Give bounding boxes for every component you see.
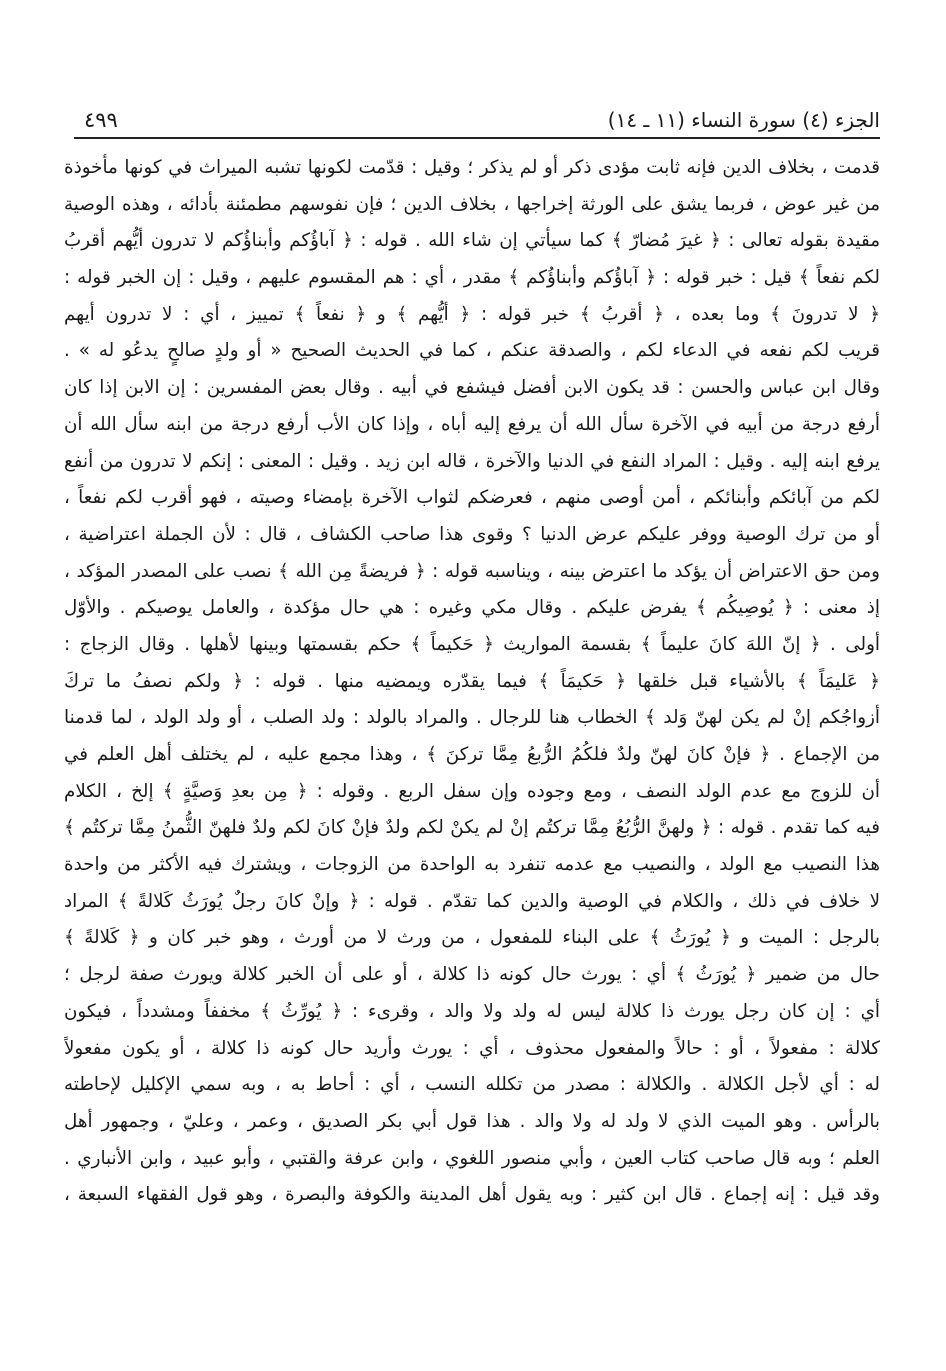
text-line: أرفع درجة من أبيه في الآخرة سأل الله أن يرفع إليه أباه ، وإذا كان الأب أرفع درجة من ابنه سأل الله أن bbox=[64, 413, 880, 435]
text-line: من غير عوض ، فربما يشق على الورثة إخراجها ، بخلاف الدين ؛ فإن نفوسهم مطمئنة بأدائه ، وهذه الوصية bbox=[64, 193, 880, 215]
text-line: لا خلاف في ذلك ، والكلام في الوصية والدين كما تقدّم . قوله : ﴿ وإنْ كانَ رجلٌ يُورَثُ كَلالةً ﴾ المراد bbox=[64, 890, 880, 912]
chapter-title: الجزء (٤) سورة النساء (١١ ـ ١٤) bbox=[607, 108, 880, 132]
text-line: فيه كما تقدم . قوله : ﴿ ولهنَّ الرُّبُعُ مِمَّا تركتُم إنْ لم يكنْ لكم ولدٌ فإنْ كانَ لكم ولدٌ فلهنّ الثُّمنُ مِمَّا تركتُم ﴾ bbox=[64, 817, 880, 839]
body-text bbox=[64, 150, 880, 1214]
text-line: قريب لكم نفعه في الدعاء لكم ، والصدقة عنكم ، كما في الحديث الصحيح « أو ولدٍ صالحٍ يدعُو له » . bbox=[64, 340, 880, 362]
text-line: وقال ابن عباس والحسن : قد يكون الابن أفضل فيشفع في أبيه . وقال بعض المفسرين : إن الابن إذا كان bbox=[64, 377, 880, 399]
text-line: وقد قيل : إنه إجماع . قال ابن كثير : وبه يقول أهل المدينة والكوفة والبصرة ، وهو قول الفقهاء السبعة ، bbox=[64, 1184, 880, 1206]
text-line: إذ معنى : ﴿ يُوصِيكُم ﴾ يفرض عليكم . وقال مكي وغيره : هي حال مؤكدة ، والعامل يوصيكم . والأوّل bbox=[64, 597, 880, 619]
text-line: له : أي لأجل الكلالة . والكلالة : مصدر من تكلله النسب ، أي : أحاط به ، وبه سمي الإكليل لإحاطته bbox=[64, 1074, 880, 1096]
text-line: من الإجماع . ﴿ فإنْ كانَ لهنّ ولدٌ فلكُمُ الرُّبعُ مِمَّا تركنَ ﴾ ، وهذا مجمع عليه ، لم يختلف أهل العلم في bbox=[64, 744, 880, 765]
page-number: ٤٩٩ bbox=[84, 108, 118, 132]
running-header bbox=[84, 92, 880, 132]
text-line: أي : إن كان رجل يورث ذا كلالة ليس له ولد ولا والد ، وقرىء : ﴿ يُورِّثُ ﴾ مخففاً ومشدداً ، فيكون bbox=[64, 1000, 880, 1022]
text-line: ﴿ لا تدرونَ ﴾ وما بعده ، ﴿ أقربُ ﴾ خبر قوله : ﴿ أيُّهم ﴾ و ﴿ نفعاً ﴾ تمييز ، أي : لا تدرون أيهم bbox=[64, 303, 880, 325]
text-line: أن للزوج مع عدم الولد النصف ، ومع وجوده وإن سفل الربع . وقوله : ﴿ مِن بعدِ وَصيَّةٍ ﴾ إلخ ، الكلام bbox=[64, 780, 880, 802]
text-line: لكم نفعاً ﴾ قيل : خبر قوله : ﴿ آباؤُكم وأبناؤُكم ﴾ مقدر ، أي : هم المقسوم عليهم ، وقيل : إن الخبر قوله : bbox=[64, 267, 880, 289]
text-line: يرفع ابنه إليه . وقيل : المراد النفع في الدنيا والآخرة ، قاله ابن زيد . وقيل : المعنى : إنكم لا تدرون من أنفع bbox=[64, 450, 880, 472]
text-line: ومن حق الاعتراض أن يؤكد ما اعترض بينه ، ويناسبه قوله : ﴿ فريضةً مِن الله ﴾ نصب على المصدر المؤكد ، bbox=[64, 560, 880, 582]
text-line: أو من ترك الوصية ووفر عليكم عرض الدنيا ؟ وقوى هذا صاحب الكشاف ، قال : لأن الجملة اعتراضية ، bbox=[64, 523, 880, 545]
text-line: لكم من آبائكم وأبنائكم ، أمن أوصى منهم ، فعرضكم لثواب الآخرة بإمضاء وصيته ، فهو أقرب لكم نفعاً ، bbox=[64, 487, 880, 509]
text-line: هذا النصيب مع الولد ، والنصيب مع عدمه تنفرد به الواحدة من الزوجات ، ويشترك فيه الأكثر من واحدة bbox=[64, 854, 880, 876]
text-line: أولى . ﴿ إنّ اللهَ كانَ عليماً ﴾ بقسمة المواريث ﴿ حَكيماً ﴾ حكم بقسمتها وبينها لأهلها . وقال الزجاج : bbox=[64, 633, 880, 655]
text-line: أزواجُكم إنْ لم يكن لهنّ وَلد ﴾ الخطاب هنا للرجال . والمراد بالولد : ولد الصلب ، أو ولد الولد ، لما قدمنا bbox=[64, 707, 880, 729]
text-line: بالرجل : الميت و ﴿ يُورَثُ ﴾ على البناء للمفعول ، من ورث لا من أورث ، وهو خبر كان و ﴿ كَلالةً ﴾ bbox=[64, 927, 880, 949]
text-line: ﴿ عَليمَاً ﴾ بالأشياء قبل خلقها ﴿ حَكيمَاً ﴾ فيما يقدّره ويمضيه منها . قوله : ﴿ ولكم نصفُ ما تركَ bbox=[64, 670, 880, 692]
text-line: بالرأس . وهو الميت الذي لا ولد له ولا والد . هذا قول أبي بكر الصديق ، وعمر ، وعليّ ، وجمهور أهل bbox=[64, 1110, 880, 1132]
text-line: مقيدة بقوله تعالى : ﴿ غيرَ مُضارّ ﴾ كما سيأتي إن شاء الله . قوله : ﴿ آباؤُكم وأبناؤُكم لا تدرون أيُّهم أقربُ bbox=[64, 230, 880, 252]
text-line: العلم ؛ وبه قال صاحب كتاب العين ، وأبي منصور اللغوي ، وابن عرفة والقتبي ، وأبو عبيد ، وابن الأنباري . bbox=[64, 1147, 880, 1169]
header-divider bbox=[74, 137, 880, 139]
text-line: حال من ضمير ﴿ يُورَثُ ﴾ أي : يورث حال كونه ذا كلالة ، أو على أن الخبر كلالة ويورث صفة لرجل ؛ bbox=[64, 964, 880, 986]
text-line: قدمت ، بخلاف الدين فإنه ثابت مؤدى ذكر أو لم يذكر ؛ وقيل : قدّمت لكونها تشبه الميراث في كونها مأخوذة bbox=[64, 157, 880, 178]
text-line: كلالة : مفعولاً ، أو : حالاً والمفعول محذوف ، أي : يورث وأريد حال كونه ذا كلالة ، أو يكون مفعولاً bbox=[64, 1037, 880, 1059]
